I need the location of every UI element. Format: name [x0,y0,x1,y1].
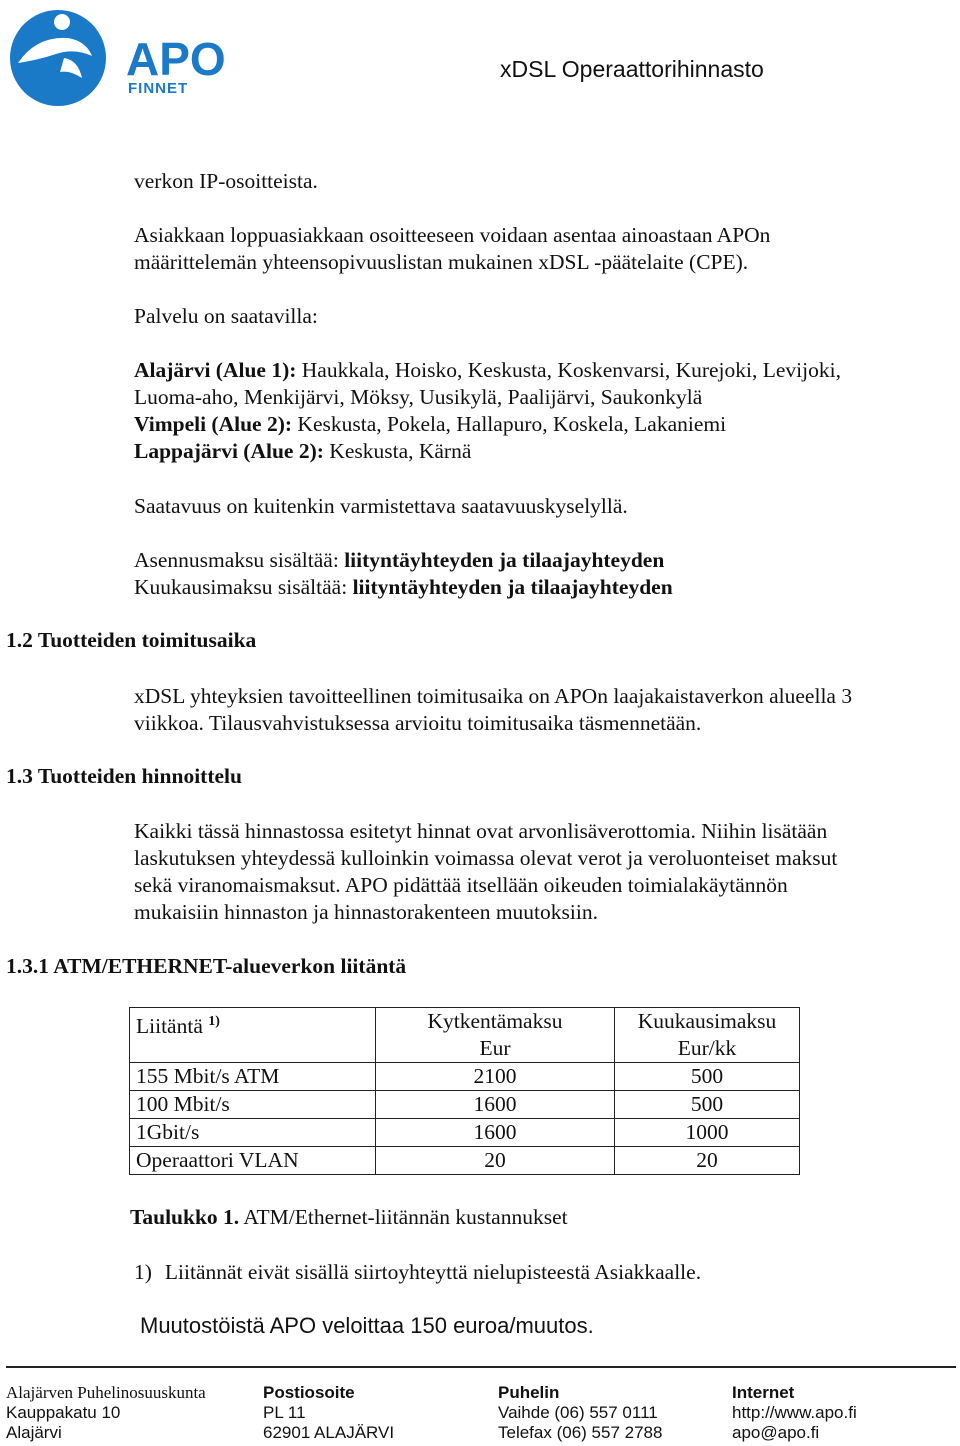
text-line: sekä viranomaismaksut. APO pidättää itsellään oikeuden toimialakäytännön [134,873,788,897]
install-fee-value: liityntäyhteyden ja tilaajayhteyden [344,548,665,572]
monthly-fee-line [134,574,673,601]
area-places: Keskusta, Pokela, Hallapuro, Koskela, Lakaniemi [292,412,727,436]
table-cell: 500 [615,1063,800,1091]
phone-number: Vaihde (06) 557 0111 [498,1403,658,1422]
text-line: xDSL yhteyksien tavoitteellinen toimitusaika on APOn laajakaistaverkon alueella 3 [134,684,853,708]
footnote-number: 1) [134,1260,152,1284]
table-row [130,1063,800,1091]
paragraph [134,683,852,737]
area-line: Luoma-aho, Menkijärvi, Möksy, Uusikylä, Paalijärvi, Saukonkylä [134,385,703,409]
change-fee-note: Muutostöistä APO veloittaa 150 euroa/muutos. [140,1313,594,1338]
table-cell: 20 [615,1147,800,1175]
table-row [130,1147,800,1175]
table-cell: 500 [615,1091,800,1119]
table-cell: 1000 [615,1119,800,1147]
table-cell: Operaattori VLAN [130,1147,376,1175]
footnote [134,1259,701,1286]
table-cell: 20 [376,1147,615,1175]
area-line [134,411,841,438]
street-address: Kauppakatu 10 [6,1403,121,1422]
area-name: Lappajärvi (Alue 2): [134,439,324,463]
table-cell: 1Gbit/s [130,1119,376,1147]
availability-list [134,357,841,465]
company-name: Alajärven Puhelinosuuskunta [6,1383,206,1402]
fee-contents [134,547,673,601]
table-row [130,1091,800,1119]
footer-heading: Postiosoite [263,1383,355,1402]
price-table [129,1007,800,1175]
footnote-text: Liitännät eivät sisällä siirtoyhteyttä nielupisteestä Asiakkaalle. [164,1260,702,1284]
install-fee-label: Asennusmaksu sisältää: [134,548,345,572]
table-row [130,1119,800,1147]
apo-logo [8,8,238,108]
table-cell: 1600 [376,1091,615,1119]
paragraph [134,222,770,276]
logo-text: APO [126,33,226,85]
subsection-heading: 1.3.1 ATM/ETHERNET-alueverkon liitäntä [6,954,407,978]
text-line: laskutuksen yhteydessä kulloinkin voimassa olevat verot ja veroluonteiset maksut [134,846,838,870]
table-header-row [130,1008,800,1063]
text-line: mukaisiin hinnaston ja hinnastorakenteen muutoksiin. [134,900,598,924]
area-line [134,357,841,384]
city: Alajärvi [6,1423,62,1442]
paragraph: Palvelu on saatavilla: [134,304,318,328]
table-caption [130,1204,568,1231]
section-heading: 1.3 Tuotteiden hinnoittelu [6,764,242,788]
footer-divider [6,1366,956,1368]
table-cell: 1600 [376,1119,615,1147]
logo-subtext: FINNET [128,80,189,97]
header-text: Eur/kk [677,1036,737,1060]
paragraph [134,818,837,926]
paragraph: verkon IP-osoitteista. [134,169,318,193]
footer-heading: Internet [732,1383,795,1402]
apo-logo-icon [8,8,108,108]
monthly-fee-value: liityntäyhteyden ja tilaajayhteyden [352,575,673,599]
header-text: Liitäntä [136,1014,209,1039]
table-cell: 100 Mbit/s [130,1091,376,1119]
paragraph: Saatavuus on kuitenkin varmistettava saatavuuskyselyllä. [134,494,628,518]
footer-col-internet [732,1383,857,1443]
section-heading: 1.2 Tuotteiden toimitusaika [6,628,257,652]
caption-label: Taulukko 1. [130,1205,240,1229]
text-line: määrittelemän yhteensopivuuslistan mukainen xDSL -päätelaite (CPE). [134,250,749,274]
website-link[interactable]: http://www.apo.fi [732,1403,857,1422]
monthly-fee-label: Kuukausimaksu sisältää: [134,575,353,599]
footer-col-company [6,1383,206,1443]
table-cell: 2100 [376,1063,615,1091]
footer-col-postal [263,1383,394,1443]
footer-heading: Puhelin [498,1383,560,1402]
area-places: Haukkala, Hoisko, Keskusta, Koskenvarsi, Kurejoki, Levijoki, [296,358,841,382]
text-line: Asiakkaan loppuasiakkaan osoitteeseen voidaan asentaa ainoastaan APOn [134,223,771,247]
install-fee-line [134,547,673,574]
fax-number: Telefax (06) 557 2788 [498,1423,663,1442]
footnote-ref: 1) [208,1014,220,1029]
footer-col-phone [498,1383,662,1443]
po-box: PL 11 [263,1403,306,1422]
header-text: Kuukausimaksu [637,1009,777,1033]
table-header-cell [376,1008,615,1063]
area-line [134,438,841,465]
header-text: Eur [479,1036,511,1060]
area-name: Alajärvi (Alue 1): [134,358,297,382]
page-header-title: xDSL Operaattorihinnasto [500,56,764,82]
area-places: Keskusta, Kärnä [323,439,472,463]
caption-text: ATM/Ethernet-liitännän kustannukset [239,1205,568,1229]
text-line: Kaikki tässä hinnastossa esitetyt hinnat ovat arvonlisäverottomia. Niihin lisätään [134,819,828,843]
area-name: Vimpeli (Alue 2): [134,412,293,436]
postal-code: 62901 ALAJÄRVI [263,1423,395,1442]
table-header-cell [615,1008,800,1063]
email-link[interactable]: apo@apo.fi [732,1423,820,1442]
header-text: Kytkentämaksu [427,1009,563,1033]
text-line: viikkoa. Tilausvahvistuksessa arvioitu toimitusaika täsmennetään. [134,711,702,735]
table-cell: 155 Mbit/s ATM [130,1063,376,1091]
table-header-cell [130,1008,376,1063]
